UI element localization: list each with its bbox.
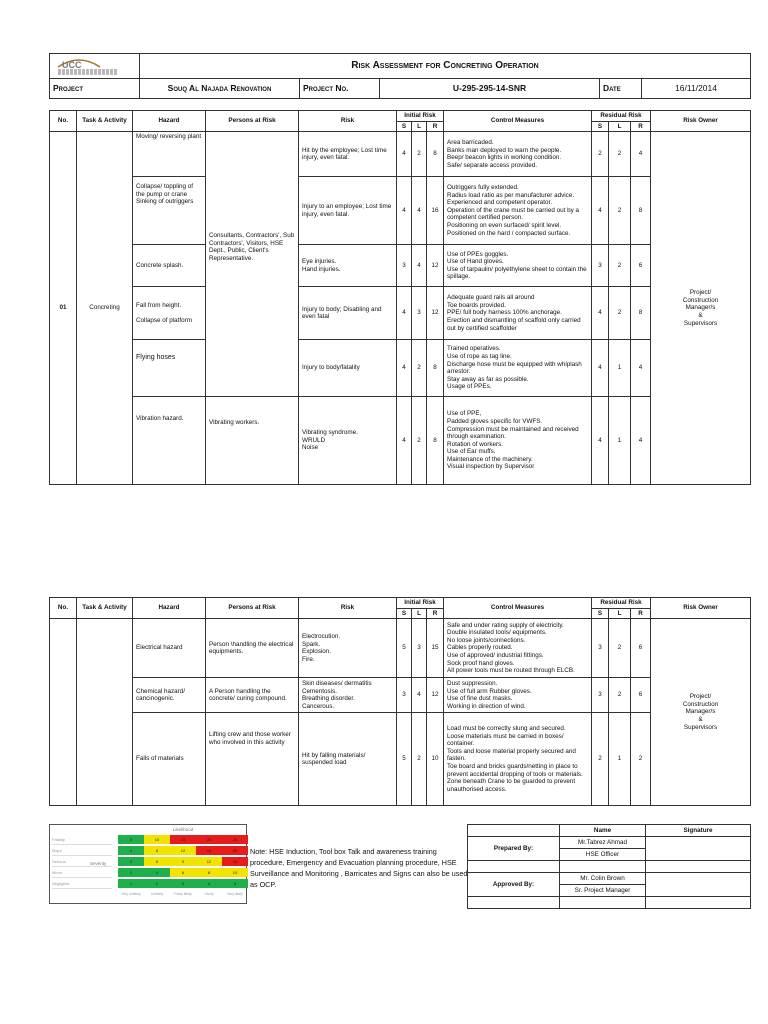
task-activity: Concreting — [77, 132, 133, 485]
matrix-row — [118, 879, 248, 888]
matrix-cell: 20 — [196, 835, 222, 844]
matrix-cell: 6 — [170, 868, 196, 877]
initial-s: 4 — [397, 177, 412, 245]
matrix-cell: 15 — [222, 857, 248, 866]
risk-owner: Project/ Construction Manager/s & Supervisors — [651, 619, 751, 806]
initial-r: 15 — [427, 619, 444, 678]
control-measures: Use of PPEs goggles. Use of Hand gloves. Use of tarpaulin/ polyethylene sheet to contain the spillage. — [444, 245, 592, 287]
col-rl: L — [609, 608, 631, 619]
table-row — [50, 132, 751, 177]
table-row — [50, 177, 751, 245]
col-r: R — [427, 608, 444, 619]
risk-cell: Hit by the employee; Lost time injury, even fatal. — [299, 132, 397, 177]
matrix-cell: 20 — [222, 846, 248, 855]
hazard-cell: Flying hoses — [133, 340, 206, 397]
approved-by-label: Approved By: — [468, 873, 560, 897]
likelihood-label: Likelihood — [172, 827, 194, 832]
initial-s: 4 — [397, 132, 412, 177]
matrix-row-label: Fatality — [52, 835, 112, 845]
initial-s: 5 — [397, 619, 412, 678]
col-rl: L — [609, 121, 631, 132]
matrix-cell: 12 — [196, 857, 222, 866]
approved-signature — [646, 873, 751, 897]
risk-cell: Skin diseases/ dermatitis Cementosis. Breathing disorder. Cancerous. — [299, 678, 397, 713]
residual-r: 8 — [631, 287, 651, 340]
matrix-row — [118, 868, 248, 877]
col-control: Control Measures — [444, 111, 592, 132]
hazard-cell: Electrical hazard — [133, 619, 206, 678]
col-persons: Persons at Risk — [206, 111, 299, 132]
initial-s: 5 — [397, 713, 412, 806]
ucc-logo-icon — [56, 57, 102, 69]
likelihood-col: Very likely — [227, 892, 243, 896]
prepared-by-label: Prepared By: — [468, 837, 560, 861]
signoff-blank — [468, 825, 560, 837]
table-row — [50, 340, 751, 397]
matrix-cell: 8 — [196, 868, 222, 877]
matrix-row — [118, 846, 248, 855]
persons-at-risk: Person \handling the electrical equipments. — [206, 619, 299, 678]
col-rs: S — [592, 121, 609, 132]
risk-cell: Hit by falling materials/ suspended load — [299, 713, 397, 806]
row-number: 01 — [50, 132, 77, 485]
residual-r: 8 — [631, 177, 651, 245]
col-hazard: Hazard — [133, 111, 206, 132]
initial-l: 3 — [412, 287, 427, 340]
likelihood-col: Fairly likely — [174, 892, 192, 896]
control-measures: Adequate guard rails all around Toe boards provided. PPE/ full body harness 100% anchorage. Erection and dismantling of scaffold only carried out by certified scaffolder — [444, 287, 592, 340]
col-risk: Risk — [299, 598, 397, 619]
matrix-cell: 10 — [144, 835, 170, 844]
risk-cell: Injury to body/fatality — [299, 340, 397, 397]
matrix-row — [118, 835, 248, 844]
residual-s: 2 — [592, 713, 609, 806]
col-rr: R — [631, 121, 651, 132]
col-no: No. — [50, 111, 77, 132]
date-label: Date — [600, 79, 642, 99]
control-measures: Trained operatives. Use of rope as tag line. Discharge hose must be equipped with whiplash arrestor. Stay away as far as possible. Usage of PPEs. — [444, 340, 592, 397]
document-header — [49, 53, 751, 99]
matrix-cell: 2 — [144, 879, 170, 888]
matrix-cell: 8 — [144, 846, 170, 855]
col-r: R — [427, 121, 444, 132]
risk-owner: Project/ Construction Manager/s & Supervisors — [651, 132, 751, 485]
risk-table-2 — [49, 597, 751, 806]
risk-matrix — [49, 824, 247, 904]
residual-s: 4 — [592, 177, 609, 245]
col-hazard: Hazard — [133, 598, 206, 619]
residual-l: 2 — [609, 177, 631, 245]
control-measures: Safe and under rating supply of electricity. Double insulated tools/ equipments. No loose joints/connections. Cables properly routed. Use of approved/ industrial fittings. Sock proof hand gloves. All power tools must be routed through ELCB. — [444, 619, 592, 678]
matrix-cell: 4 — [118, 846, 144, 855]
project-no-value: U-295-295-14-SNR — [380, 79, 600, 99]
initial-r: 8 — [427, 132, 444, 177]
col-control: Control Measures — [444, 598, 592, 619]
date-value: 16/11/2014 — [642, 79, 751, 99]
persons-at-risk: Lifting crew and those worker who involved in this activity — [206, 713, 299, 806]
col-risk: Risk — [299, 111, 397, 132]
matrix-cell: 1 — [118, 879, 144, 888]
matrix-cell: 10 — [222, 868, 248, 877]
matrix-cell: 25 — [222, 835, 248, 844]
matrix-cell: 5 — [118, 835, 144, 844]
col-l: L — [412, 608, 427, 619]
persons-at-risk: Consultants, Contractors', Sub Contractors', Visitors, HSE Dept., Public, Client's Representative. — [206, 132, 299, 397]
hazard-cell: Fall from height. Collapse of platform — [133, 287, 206, 340]
initial-l: 2 — [412, 397, 427, 485]
risk-cell: Vibrating syndrome. WRULD Noise — [299, 397, 397, 485]
residual-s: 4 — [592, 287, 609, 340]
approved-by-name: Mr. Colin Brown — [560, 873, 646, 885]
initial-s: 3 — [397, 678, 412, 713]
likelihood-col: Very unlikely — [121, 892, 141, 896]
initial-r: 8 — [427, 340, 444, 397]
initial-s: 4 — [397, 397, 412, 485]
risk-cell: Electrocution. Spark. Explosion. Fire. — [299, 619, 397, 678]
document-title: Risk Assessment for Concreting Operation — [140, 54, 751, 79]
col-owner: Risk Owner — [651, 111, 751, 132]
control-measures: Outriggers fully extended. Radius load ratio as per manufacturer advice. Experienced and competent operator. Operation of the crane must be carried out by a competent certified person. Positioning on even surfaced/ spirit level. Positioned on the hard / compacted surface. — [444, 177, 592, 245]
table-row — [50, 287, 751, 340]
col-residual-risk: Residual Risk — [592, 111, 651, 122]
table-row — [50, 678, 751, 713]
risk-table-1 — [49, 110, 751, 485]
matrix-row-label: Serious — [52, 857, 112, 867]
initial-l: 2 — [412, 132, 427, 177]
company-logo — [50, 54, 140, 79]
hazard-cell: Collapse/ toppling of the pump or crane Sinking of outriggers — [133, 177, 206, 245]
likelihood-columns — [118, 892, 248, 896]
note-text: Note: HSE Induction, Tool box Talk and awareness training procedure, Emergency and Evacuation planning procedure, HSE Surveillance and Monitoring , Barricates and Signs can also be used as OCP. — [250, 847, 468, 889]
residual-l: 2 — [609, 245, 631, 287]
col-initial-risk: Initial Risk — [397, 598, 444, 609]
residual-l: 2 — [609, 619, 631, 678]
residual-l: 1 — [609, 713, 631, 806]
initial-r: 12 — [427, 245, 444, 287]
approved-by-title: Sr. Project Manager — [560, 885, 646, 897]
residual-l: 1 — [609, 397, 631, 485]
col-s: S — [397, 121, 412, 132]
col-persons: Persons at Risk — [206, 598, 299, 619]
initial-s: 4 — [397, 287, 412, 340]
matrix-cell: 15 — [170, 835, 196, 844]
initial-r: 12 — [427, 678, 444, 713]
residual-s: 3 — [592, 678, 609, 713]
col-l: L — [412, 121, 427, 132]
initial-s: 3 — [397, 245, 412, 287]
initial-r: 10 — [427, 713, 444, 806]
residual-r: 4 — [631, 397, 651, 485]
hazard-cell: Concrete splash. — [133, 245, 206, 287]
table-row — [50, 713, 751, 806]
residual-s: 3 — [592, 245, 609, 287]
matrix-row — [118, 857, 248, 866]
control-measures: Dust suppression. Use of full arm Rubber gloves. Use of fine dust masks. Working in direction of wind. — [444, 678, 592, 713]
persons-at-risk-vibration: Vibrating workers. — [206, 397, 299, 485]
residual-l: 2 — [609, 132, 631, 177]
residual-s: 4 — [592, 340, 609, 397]
matrix-cell: 3 — [170, 879, 196, 888]
signature-header: Signature — [646, 825, 751, 837]
residual-r: 4 — [631, 132, 651, 177]
matrix-cell: 6 — [144, 857, 170, 866]
prepared-by-name: Mr.Tabrez Ahmad — [560, 837, 646, 849]
col-task: Task & Activity — [77, 598, 133, 619]
col-rs: S — [592, 608, 609, 619]
matrix-cell: 3 — [118, 857, 144, 866]
residual-r: 6 — [631, 245, 651, 287]
residual-r: 2 — [631, 713, 651, 806]
col-task: Task & Activity — [77, 111, 133, 132]
col-residual-risk: Residual Risk — [592, 598, 651, 609]
control-measures: Area barricaded. Banks man deployed to warn the people. Beep/ beacon lights in working condition. Safe/ separate access provided. — [444, 132, 592, 177]
matrix-cell: 5 — [222, 879, 248, 888]
matrix-cell: 16 — [196, 846, 222, 855]
residual-r: 4 — [631, 340, 651, 397]
hazard-cell: Chemical hazard/ cancinogenic. — [133, 678, 206, 713]
initial-l: 3 — [412, 619, 427, 678]
matrix-cell: 2 — [118, 868, 144, 877]
likelihood-col: Unlikely — [150, 892, 164, 896]
initial-l: 4 — [412, 245, 427, 287]
matrix-row-label: Major — [52, 846, 112, 856]
table-row — [50, 245, 751, 287]
residual-l: 2 — [609, 678, 631, 713]
initial-r: 16 — [427, 177, 444, 245]
persons-at-risk: A Person handling the concrete/ curing compound. — [206, 678, 299, 713]
residual-s: 3 — [592, 619, 609, 678]
task-activity — [77, 619, 133, 806]
svg-text:UCC: UCC — [62, 60, 82, 69]
severity-label: Severity — [90, 861, 107, 866]
col-owner: Risk Owner — [651, 598, 751, 619]
table-row — [50, 619, 751, 678]
col-no: No. — [50, 598, 77, 619]
project-value: Souq Al Najada Renovation — [140, 79, 300, 99]
initial-l: 4 — [412, 177, 427, 245]
matrix-cell: 9 — [170, 857, 196, 866]
control-measures: Use of PPE, Padded gloves specific for VWFS. Compression must be maintained and received through examination. Rotation of workers. Use of Ear muffs. Maintenance of the machinery. Visual inspection by Supervisor — [444, 397, 592, 485]
initial-s: 4 — [397, 340, 412, 397]
control-measures: Load must be correctly slung and secured. Loose materials must be carried in boxes/ container. Tools and loose material properly secured and fasten. Toe board and bricks guards/netting in place to prevent accidental dropping of tools or materials. Zone beneath Crane to be guarded to prevent unauthorised access. — [444, 713, 592, 806]
project-no-label: Project No. — [300, 79, 380, 99]
hazard-cell: Falls of materials — [133, 713, 206, 806]
hazard-cell: Vibration hazard. — [133, 397, 206, 485]
residual-s: 2 — [592, 132, 609, 177]
col-s: S — [397, 608, 412, 619]
matrix-cell: 4 — [144, 868, 170, 877]
col-initial-risk: Initial Risk — [397, 111, 444, 122]
residual-s: 4 — [592, 397, 609, 485]
residual-r: 6 — [631, 678, 651, 713]
signoff-table — [467, 824, 751, 909]
matrix-cell: 4 — [196, 879, 222, 888]
prepared-signature — [646, 837, 751, 861]
hazard-cell: Moving/ reversing plant — [133, 132, 206, 177]
residual-r: 6 — [631, 619, 651, 678]
matrix-row-label: Negligible — [52, 879, 112, 889]
initial-l: 2 — [412, 340, 427, 397]
initial-r: 12 — [427, 287, 444, 340]
initial-r: 8 — [427, 397, 444, 485]
risk-cell: Injury to body; Disabling and even fatal — [299, 287, 397, 340]
risk-cell: Eye injuries. Hand injuries. — [299, 245, 397, 287]
initial-l: 2 — [412, 713, 427, 806]
likelihood-col: Likely — [204, 892, 214, 896]
prepared-by-title: HSE Officer — [560, 849, 646, 861]
residual-l: 1 — [609, 340, 631, 397]
row-number — [50, 619, 77, 806]
project-label: Project — [50, 79, 140, 99]
residual-l: 2 — [609, 287, 631, 340]
risk-cell: Injury to an employee; Lost time injury, even fatal. — [299, 177, 397, 245]
initial-l: 4 — [412, 678, 427, 713]
matrix-cell: 12 — [170, 846, 196, 855]
name-header: Name — [560, 825, 646, 837]
matrix-row-label: Minor — [52, 868, 112, 878]
table-row — [50, 397, 751, 485]
col-rr: R — [631, 608, 651, 619]
